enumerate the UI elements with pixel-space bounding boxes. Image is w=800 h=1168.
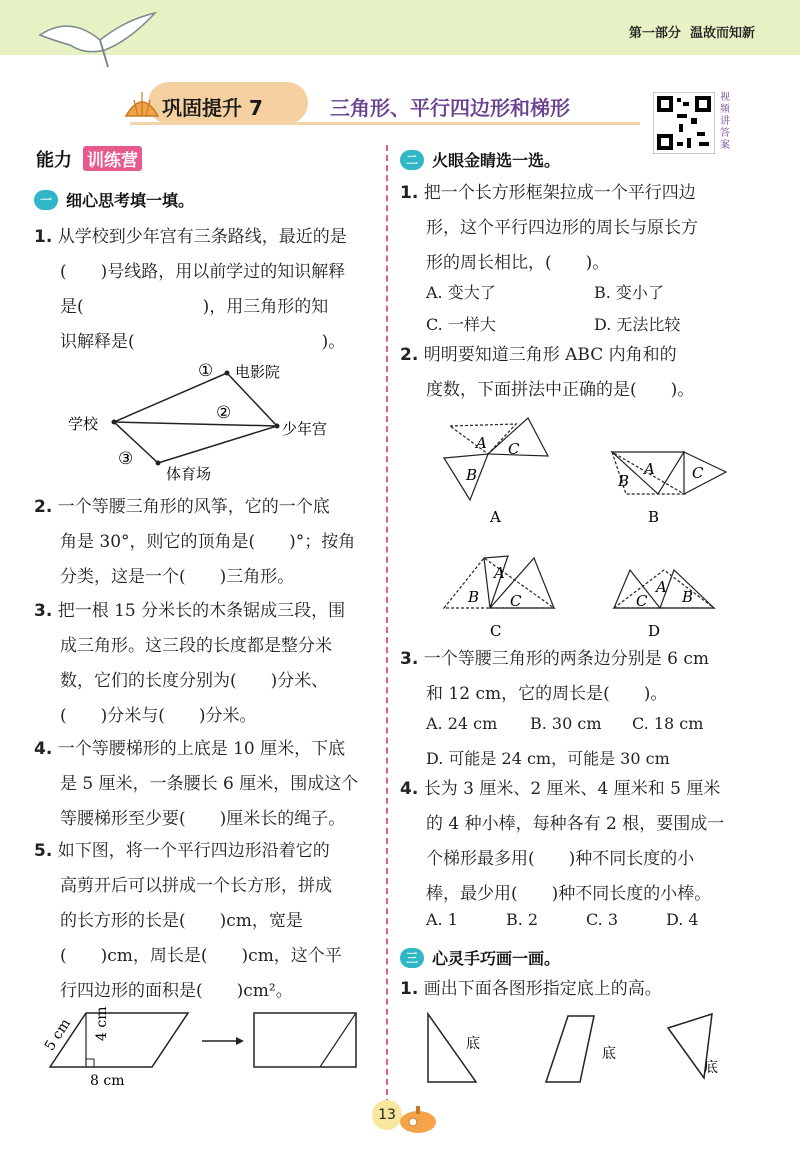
question-5: 5. 如下图，将一个平行四边形沿着它的 高剪开后可以拼成一个长方形，拼成 的长方形的长是( )cm，宽是 ( )cm，周长是( )cm，这个平 行四边形的面积是( )cm²。 xyxy=(34,841,342,1001)
question-1: 1. 从学校到少年宫有三条路线，最近的是 ( )号线路，用以前学过的知识解释 是( )，用三角形的知 识解释是( )。 xyxy=(34,227,347,352)
question-r1: 1. 把一个长方形框架拉成一个平行四边 形，这个平行四边形的周长与原长方 形的周长相比，( )。 xyxy=(400,183,698,273)
section-2-badge: 二 xyxy=(400,150,424,170)
youth-palace-label: 少年宫 xyxy=(282,420,328,438)
column-divider xyxy=(386,145,388,1105)
svg-text:A: A xyxy=(476,434,487,452)
question-2: 2. 一个等腰三角形的风筝，它的一个底 角是 30°，则它的顶角是( )°；按角 分类，这是一个( )三角形。 xyxy=(34,497,356,587)
cinema-label: 电影院 xyxy=(235,363,281,381)
draw-height-figures xyxy=(420,1008,760,1090)
question-r2: 2. 明明要知道三角形 ABC 内角和的 度数，下面拼法中正确的是( )。 xyxy=(400,345,695,400)
svg-text:C: C xyxy=(508,440,520,458)
section-2-heading xyxy=(400,148,560,171)
base-2-label: 底 xyxy=(602,1046,616,1062)
section-3-heading xyxy=(400,946,560,969)
page-number: 13 xyxy=(372,1100,402,1130)
section-3-badge: 三 xyxy=(400,948,424,968)
parallelogram-figure xyxy=(40,1005,370,1090)
svg-text:B: B xyxy=(466,466,478,484)
section-3-title: 心灵手巧画一画。 xyxy=(432,949,561,968)
svg-text:B: B xyxy=(682,588,694,606)
route-1-label: ① xyxy=(198,361,214,381)
question-r5: 1. 画出下面各图形指定底上的高。 xyxy=(400,979,662,999)
figure-d-label: D xyxy=(648,622,661,640)
figure-c-label: C xyxy=(490,622,502,640)
height-label: 4 cm xyxy=(94,1006,110,1041)
question-3: 3. 把一根 15 分米长的木条锯成三段，围 成三角形。这三段的长度都是整分米 数，它们的长度分别为( )分米、 ( )分米与( )分米。 xyxy=(34,601,346,726)
svg-text:C: C xyxy=(692,464,704,482)
r1-option-d[interactable]: D. 无法比较 xyxy=(594,315,681,334)
ability-tag: 训练营 xyxy=(83,146,142,171)
r1-option-a[interactable]: A. 变大了 xyxy=(426,283,496,302)
figure-a-label: A xyxy=(490,508,501,526)
shell-icon xyxy=(122,86,162,122)
base-3-label: 底 xyxy=(704,1060,718,1076)
r3-option-a[interactable]: A. 24 cm xyxy=(426,714,498,733)
base-1-label: 底 xyxy=(466,1036,480,1052)
svg-text:B: B xyxy=(618,472,630,490)
header-label: 第一部分 温故而知新 xyxy=(628,26,755,41)
r3-option-b[interactable]: B. 30 cm xyxy=(530,714,602,733)
ability-label: 能力 xyxy=(36,150,72,171)
video-answer-label: 视频讲答案 xyxy=(720,92,730,151)
svg-text:A: A xyxy=(656,578,667,596)
section-1-title: 细心思考填一填。 xyxy=(66,191,195,210)
angle-puzzle-figures xyxy=(430,410,740,642)
question-r4: 4. 长为 3 厘米、2 厘米、4 厘米和 5 厘米 的 4 种小棒，每种各有 2 根，要围成一 个梯形最多用( )种不同长度的小 棒，最少用( )种不同长度的小棒。 xyxy=(400,779,725,904)
r4-option-d[interactable]: D. 4 xyxy=(666,910,699,929)
svg-text:C: C xyxy=(510,592,522,610)
section-1-badge: 一 xyxy=(34,190,58,210)
r1-option-c[interactable]: C. 一样大 xyxy=(426,315,496,334)
section-2-title: 火眼金睛选一选。 xyxy=(432,151,561,170)
submarine-icon xyxy=(398,1102,440,1136)
route-2-label: ② xyxy=(216,403,232,423)
question-r3: 3. 一个等腰三角形的两条边分别是 6 cm 和 12 cm，它的周长是( )。 xyxy=(400,649,709,704)
section-1-heading xyxy=(34,188,194,211)
svg-text:A: A xyxy=(644,460,655,478)
svg-text:C: C xyxy=(636,592,648,610)
banner-subtitle: 三角形、平行四边形和梯形 xyxy=(330,96,570,120)
r4-option-c[interactable]: C. 3 xyxy=(586,910,619,929)
svg-text:B: B xyxy=(468,588,480,606)
r3-option-d[interactable]: D. 可能是 24 cm，可能是 30 cm xyxy=(426,749,670,768)
banner-title: 巩固提升 7 xyxy=(162,96,263,120)
r4-option-a[interactable]: A. 1 xyxy=(426,910,458,929)
svg-text:A: A xyxy=(494,564,505,582)
stadium-label: 体育场 xyxy=(166,465,212,483)
r1-option-b[interactable]: B. 变小了 xyxy=(594,283,664,302)
school-label: 学校 xyxy=(68,415,99,433)
banner-underline xyxy=(130,122,640,125)
base-label: 8 cm xyxy=(90,1073,125,1089)
seagull-icon xyxy=(30,5,170,75)
route-3-label: ③ xyxy=(118,449,134,469)
qr-code-icon[interactable] xyxy=(653,92,715,154)
route-diagram xyxy=(62,356,362,486)
question-4: 4. 一个等腰梯形的上底是 10 厘米，下底 是 5 厘米，一条腰长 6 厘米，围成这个 等腰梯形至少要( )厘米长的绳子。 xyxy=(34,739,359,829)
figure-b-label: B xyxy=(648,508,660,526)
r4-option-b[interactable]: B. 2 xyxy=(506,910,539,929)
side-label: 5 cm xyxy=(41,1016,75,1054)
r3-option-c[interactable]: C. 18 cm xyxy=(632,714,704,733)
